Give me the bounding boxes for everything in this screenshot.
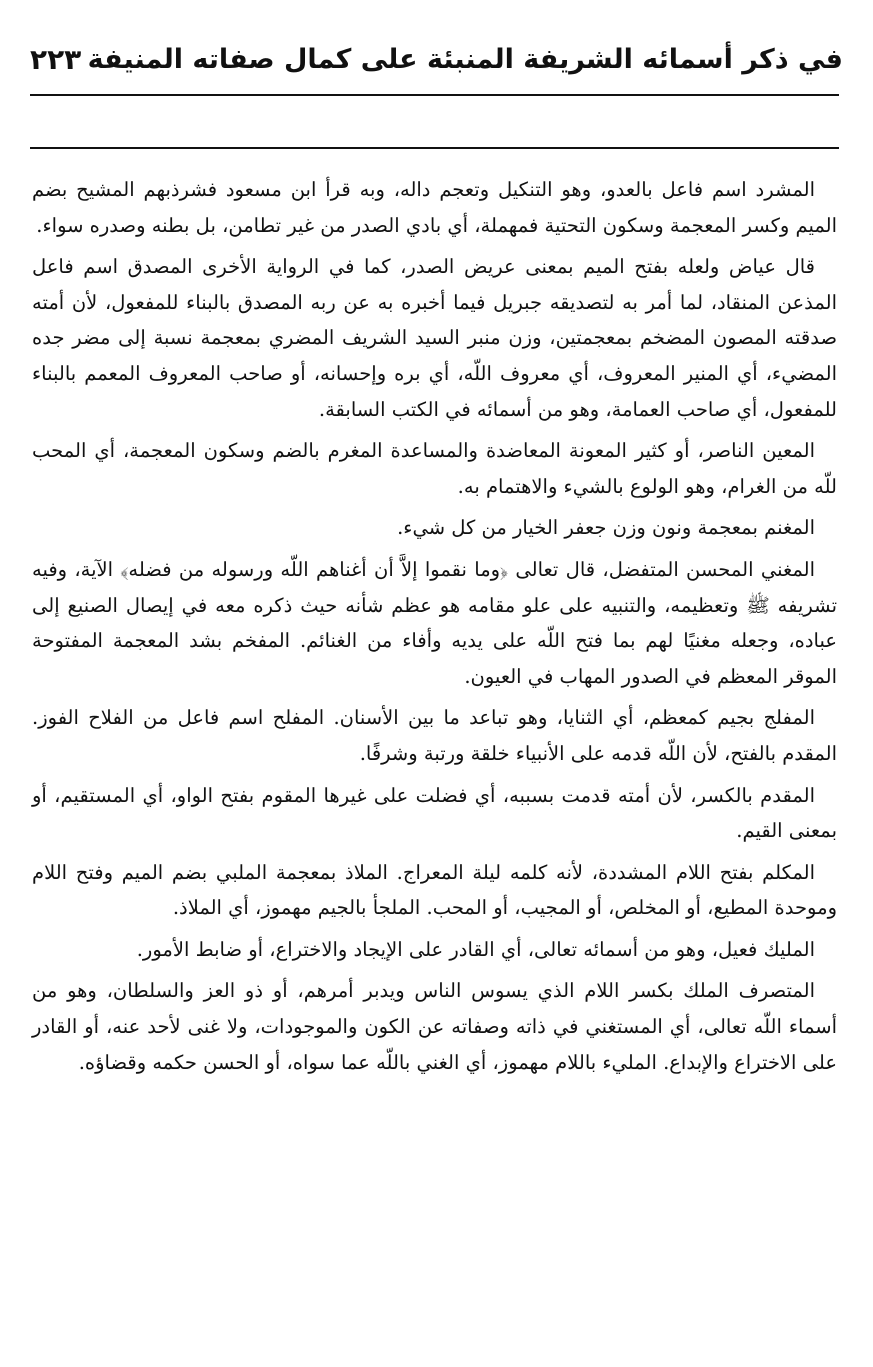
paragraph: المعين الناصر، أو كثير المعونة المعاضدة والمساعدة المغرم بالضم وسكون المعجمة، أي المحب للّه من الغرام، وهو الولوع بالشيء والاهتمام به. [32,439,837,498]
running-title: في ذكر أسمائه الشريفة المنبئة على كمال صفاته المنيفة [87,43,843,75]
separator-rule [30,147,839,149]
paragraph: المشرد اسم فاعل بالعدو، وهو التنكيل وتعجم داله، وبه قرأ ابن مسعود فشرذبهم المشيح بضم الميم وكسر المعجمة وسكون التحتية فمهملة، أي بادي الصدر من غير تطامن، بل بطنه وصدره سواء. [32,178,837,237]
paragraph: المغني المحسن المتفضل، قال تعالى ﴿وما نقموا إلاَّ أن أغناهم اللّه ورسوله من فضله﴾ الآية، وفيه تشريفه ﷺ وتعظيمه، والتنبيه على علو مقامه هو عظم شأنه حيث ذكره معه في إيصال الصنيع إلى عباده، وجعله مغنيًا لهم بما فتح اللّه على يديه وأفاء من الغنائم. المفخم بشد المعجمة المفتوحة الموقر المعظم في الصدور المهاب في العيون. [32,557,837,688]
paragraph: المكلم بفتح اللام المشددة، لأنه كلمه ليلة المعراج. الملاذ بمعجمة الملبي بضم الميم وفتح اللام وموحدة المطيع، أو المخلص، أو المجيب، أو المحب. الملجأ بالجيم مهموز، أي الملاذ. [32,860,837,920]
paragraph: المليك فعيل، وهو من أسمائه تعالى، أي القادر على الإيجاد والاختراع، أو ضابط الأمور. [136,937,815,961]
paragraph: المفلج بجيم كمعظم، أي الثنايا، وهو تباعد ما بين الأسنان. المفلح اسم فاعل من الفلاح الفوز. المقدم بالفتح، لأن اللّه قدمه على الأنبياء خلقة ورتبة وشرفًا. [32,706,837,765]
header-rule [30,94,839,96]
paragraph: المغنم بمعجمة ونون وزن جعفر الخيار من كل شيء. [397,516,815,540]
paragraph: قال عياض ولعله بفتح الميم بمعنى عريض الصدر، كما في الرواية الأخرى المصدق اسم فاعل المذعن المنقاد، لما أمر به لتصديقه جبريل فيما أخبره به عن ربه المصدق بالبناء للمفعول، لأن أمته صدقته المصون المضخم بمعجمتين، وزن منبر السيد الشريف المضري بمعجمة نسبة إلى مضر جده المضيء، أي المنير المعروف، أي معروف اللّه، أي بره وإحسانه، أو صاحب المعروف المعمم بالبناء للمفعول، أي صاحب العمامة، وهو من أسمائه في الكتب السابقة. [32,255,837,421]
running-header [30,30,843,88]
page-number: ٢٢٣ [30,42,82,76]
paragraph: المتصرف الملك بكسر اللام الذي يسوس الناس ويدبر أمرهم، أو ذو العز والسلطان، وهو من أسماء اللّه تعالى، أي المستغني في ذاته وصفاته عن الكون والموجودات، ولا غنى لأحد عنه، أو القادر على الاختراع والإبداع. المليء باللام مهموز، أي الغني باللّه عما سواه، أو الحسن حكمه وقضاؤه. [32,979,837,1074]
paragraph: المقدم بالكسر، لأن أمته قدمت بسببه، أي فضلت على غيرها المقوم بفتح الواو، أي المستقيم، أو بمعنى القيم. [32,783,837,843]
body-text [32,172,837,1086]
